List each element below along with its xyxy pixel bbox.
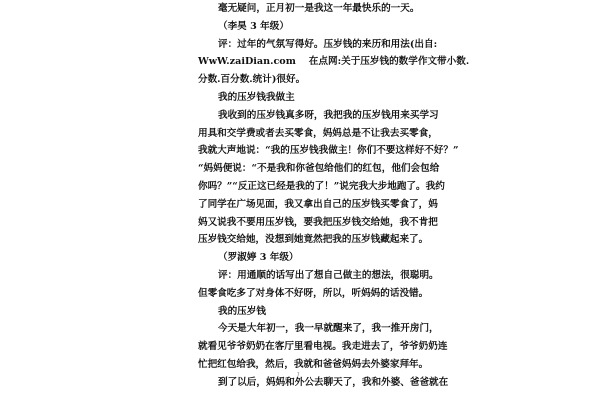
text-line: （李昊 3 年级）	[218, 20, 289, 32]
text-line: 用具和交学费或者去买零食，妈妈总是不让我去买零食，	[198, 127, 438, 139]
text-line: 妈又说我不要用压岁钱，要我把压岁钱交给她，我不肯把	[198, 216, 438, 228]
text-line: 就看见爷爷奶奶在客厅里看电视。我走进去了，爷爷奶奶连	[198, 341, 448, 353]
text-line: 压岁钱交给她，没想到她竟然把我的压岁钱藏起来了。	[198, 234, 429, 246]
text-line: 我收到的压岁钱真多呀，我把我的压岁钱用来买学习	[218, 109, 439, 121]
text-line: 但零食吃多了对身体不好呀，所以，听妈妈的话没错。	[198, 287, 429, 299]
text-line: 毫无疑问，正月初一是我这一年最快乐的一天。	[218, 3, 420, 14]
text-line: 评：过年的气氛写得好。压岁钱的来历和用法(出自:	[218, 38, 438, 50]
text-line: “妈妈便说：“不是我和你爸包给他们的红包，他们会包给	[198, 163, 440, 175]
text-line: 分数.百分数.统计)很好。	[198, 74, 306, 86]
document-body	[198, 0, 470, 392]
text-line: 我的压岁钱我做主	[218, 91, 295, 103]
text-line: 我的压岁钱	[218, 305, 266, 317]
page-number: 7	[297, 372, 300, 377]
text-line: 今天是大年初一，我一早就醒来了，我一推开房门，	[218, 323, 439, 335]
text-line: 我就大声地说：“我的压岁钱我做主！你们不要这样好不好？”	[198, 145, 459, 157]
text-line: 评：用通顺的话写出了想自己做主的想法，很聪明。	[218, 269, 439, 281]
text-line: 到了以后，妈妈和外公去聊天了，我和外婆、爸爸就在	[218, 376, 449, 388]
text-line: 你吗？”“反正这已经是我的了！”说完我大步地跑了。我约	[198, 180, 445, 192]
text-line: WwW.zaiDian.com 在点网:关于压岁钱的数学作文带小数.	[198, 56, 470, 68]
text-line: 忙把红包给我，然后，我就和爸爸妈妈去外婆家拜年。	[198, 358, 429, 370]
text-line: 了同学在广场见面，我又拿出自己的压岁钱买零食了，妈	[198, 198, 438, 210]
text-line: （罗淑婷 3 年级）	[218, 252, 299, 264]
